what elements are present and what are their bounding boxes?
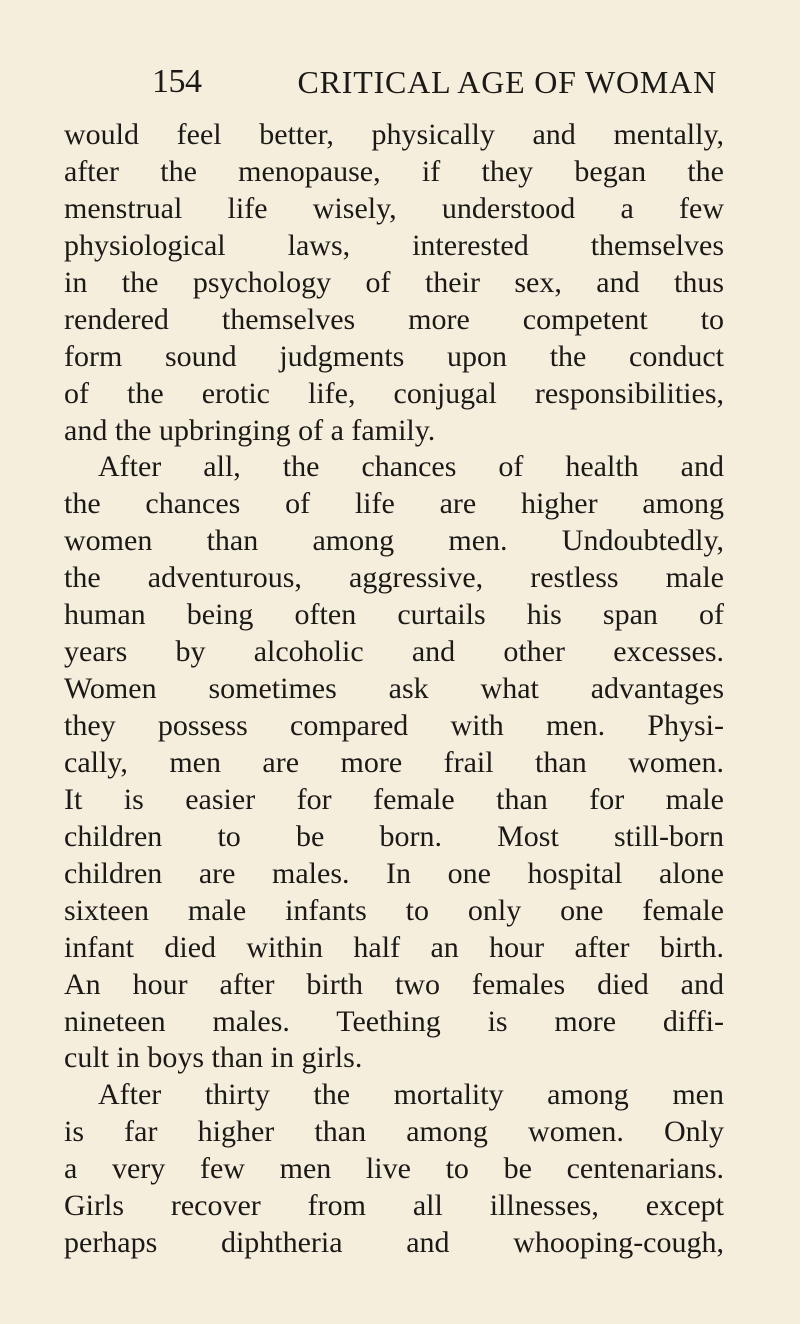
text-line: children to be born. Most still-born [64, 819, 724, 853]
text-line: women than among men. Undoubtedly, [64, 524, 724, 558]
text-line: years by alcoholic and other excesses. [64, 635, 724, 669]
body-text [64, 117, 724, 1262]
text-line: cult in boys than in girls. [64, 1041, 363, 1075]
text-line: after the menopause, if they began the [64, 154, 724, 188]
text-line: sixteen male infants to only one female [64, 893, 724, 927]
running-title: CRITICAL AGE OF WOMAN [297, 64, 717, 100]
text-line: menstrual life wisely, understood a few [64, 191, 724, 225]
text-line: It is easier for female than for male [64, 782, 724, 816]
text-line: would feel better, physically and mentally, [64, 118, 724, 151]
text-line: perhaps diphtheria and whooping-cough, [64, 1226, 724, 1260]
text-line: An hour after birth two females died and [64, 967, 724, 1001]
page-number: 154 [152, 63, 202, 100]
text-line: they possess compared with men. Physi- [64, 709, 724, 742]
text-line: Women sometimes ask what advantages [64, 672, 724, 706]
text-line: the adventurous, aggressive, restless male [64, 561, 724, 595]
text-line: nineteen males. Teething is more diffi- [64, 1004, 724, 1038]
text-line: the chances of life are higher among [64, 487, 724, 521]
text-line: of the erotic life, conjugal responsibilities, [64, 376, 724, 410]
text-line: rendered themselves more competent to [64, 302, 724, 336]
text-line: is far higher than among women. Only [64, 1115, 724, 1149]
text-line: children are males. In one hospital alone [64, 856, 724, 890]
text-line: and the upbringing of a family. [64, 413, 436, 447]
text-line: Girls recover from all illnesses, except [64, 1189, 724, 1223]
text-line: infant died within half an hour after birth. [64, 930, 724, 964]
text-line: After all, the chances of health and [98, 450, 724, 484]
text-line: cally, men are more frail than women. [64, 745, 724, 779]
text-line: a very few men live to be centenarians. [64, 1152, 724, 1186]
text-line: in the psychology of their sex, and thus [64, 265, 724, 299]
text-line: form sound judgments upon the conduct [64, 339, 724, 373]
running-head [152, 62, 717, 102]
text-line: After thirty the mortality among men [98, 1078, 724, 1112]
text-line: physiological laws, interested themselves [64, 228, 724, 262]
text-line: human being often curtails his span of [64, 598, 724, 632]
